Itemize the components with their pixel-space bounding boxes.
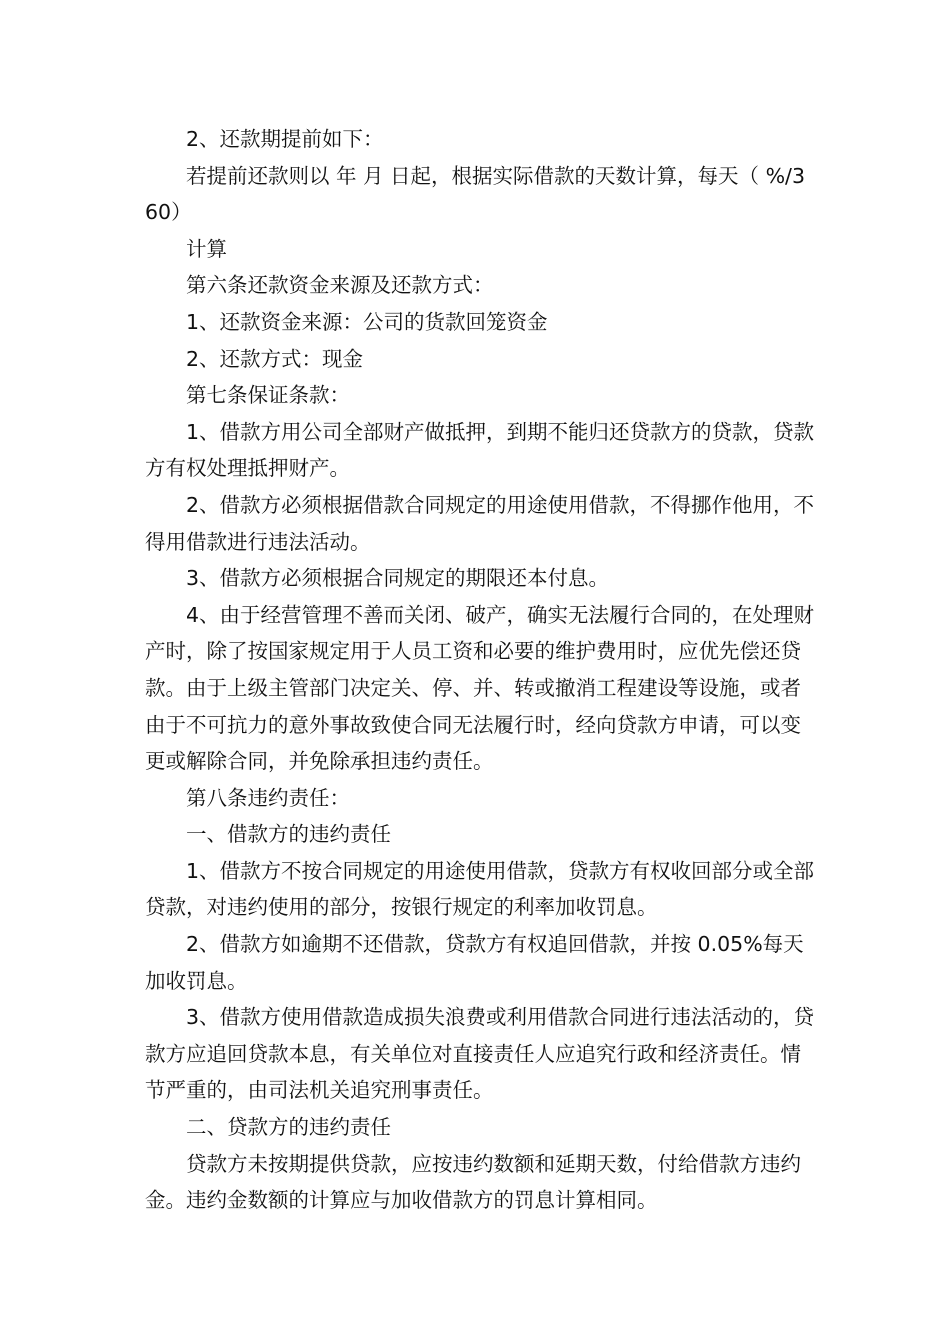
paragraph-lender-liability: 贷款方未按期提供贷款，应按违约数额和延期天数，付给借款方违约金。违约金数额的计算应与加收借款方的罚息计算相同。: [145, 1151, 801, 1213]
paragraph-borrower-liability-heading: 一、借款方的违约责任: [186, 822, 391, 847]
paragraph-borrower-liability-2: 2、借款方如逾期不还借款，贷款方有权追回借款，并按 0.05%每天加收罚息。: [145, 932, 804, 993]
paragraph-article-7-title: 第七条保证条款：: [186, 383, 350, 408]
paragraph-guarantee-2: 2、借款方必须根据借款合同规定的用途使用借款，不得挪作他用，不得用借款进行违法活动。: [145, 492, 815, 554]
paragraph-guarantee-3: 3、借款方必须根据合同规定的期限还本付息。: [186, 566, 610, 591]
paragraph-guarantee-1: 1、借款方用公司全部财产做抵押，到期不能归还贷款方的贷款，贷款方有权处理抵押财产。: [145, 419, 815, 481]
paragraph-lender-liability-heading: 二、贷款方的违约责任: [186, 1115, 391, 1140]
document-body: [145, 121, 815, 1219]
paragraph-borrower-liability-1: 1、借款方不按合同规定的用途使用借款，贷款方有权收回部分或全部贷款，对违约使用的部分，按银行规定的利率加收罚息。: [145, 858, 815, 920]
paragraph-borrower-liability-3: 3、借款方使用借款造成损失浪费或利用借款合同进行违法活动的，贷款方应追回贷款本息，有关单位对直接责任人应追究行政和经济责任。情节严重的，由司法机关追究刑事责任。: [145, 1005, 815, 1103]
paragraph-article-6-title: 第六条还款资金来源及还款方式：: [186, 273, 494, 298]
paragraph-prepayment-heading: 2、还款期提前如下：: [186, 127, 384, 151]
paragraph-calculate: 计算: [186, 236, 227, 261]
paragraph-article-8-title: 第八条违约责任：: [186, 785, 350, 810]
paragraph-funding-source: 1、还款资金来源：公司的货款回笼资金: [186, 309, 548, 334]
paragraph-repayment-method: 2、还款方式：现金: [186, 346, 364, 371]
paragraph-prepayment-rule: 若提前还款则以 年 月 日起，根据实际借款的天数计算，每天（ %/360）: [145, 163, 805, 225]
paragraph-guarantee-4: 4、由于经营管理不善而关闭、破产，确实无法履行合同的，在处理财产时，除了按国家规定用于人员工资和必要的维护费用时，应优先偿还贷款。由于上级主管部门决定关、停、并、转或撤消工程建设等设施，或者由于不可抗力的意外事故致使合同无法履行时，经向贷款方申请，可以变更或解除合同，并免除承担违约责任。: [145, 602, 815, 774]
